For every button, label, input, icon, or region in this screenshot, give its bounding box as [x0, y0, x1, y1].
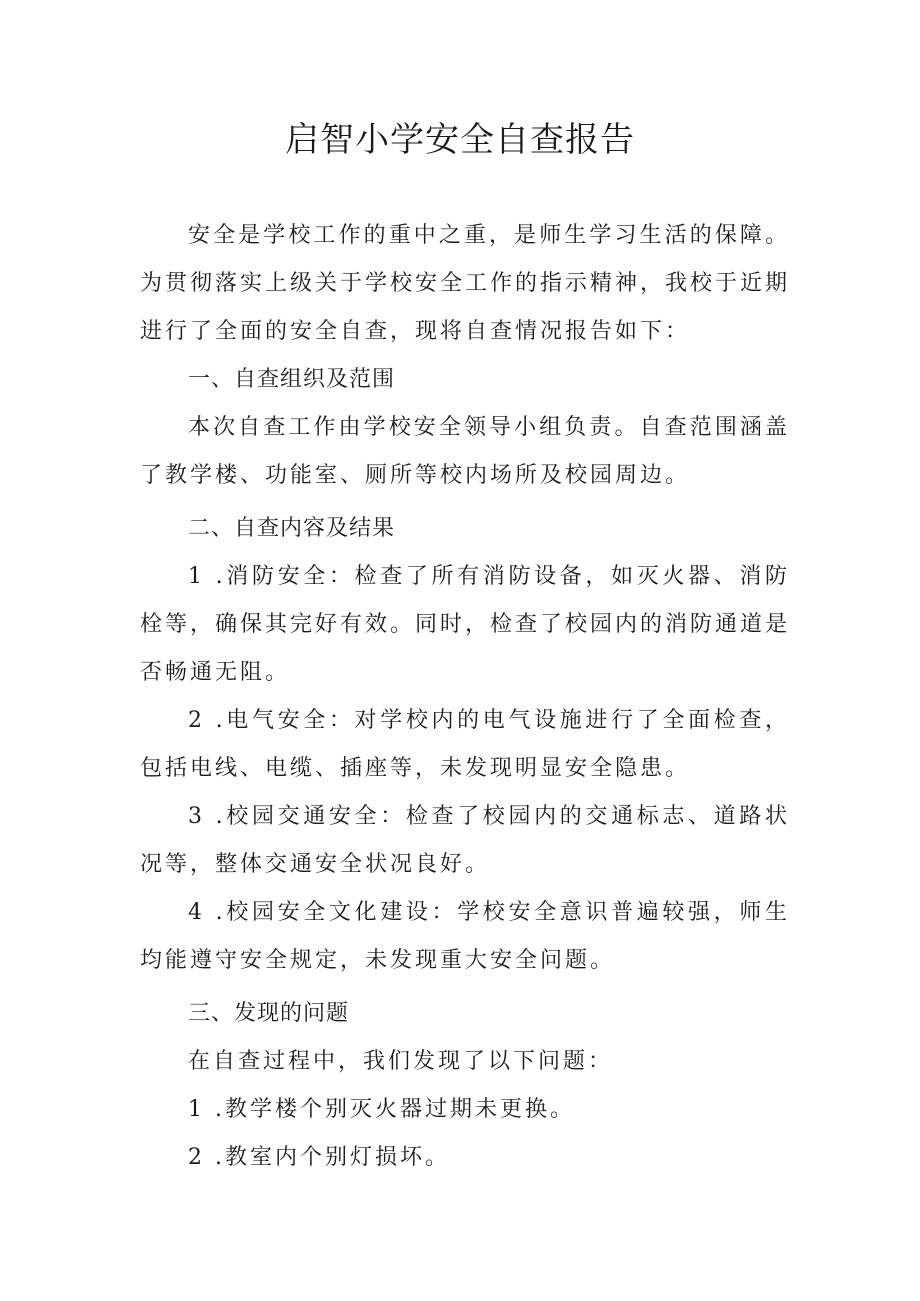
section-heading-problems: 三、发现的问题	[188, 1001, 350, 1026]
result-item-traffic-safety: 3 .校园交通安全：检查了校园内的交通标志、道路状况等，整体交通安全状况良好。	[140, 804, 790, 877]
document-title: 启智小学安全自查报告	[285, 120, 635, 160]
result-item-safety-culture: 4 .校园安全文化建设：学校安全意识普遍较强，师生均能遵守安全规定，未发现重大安全问题。	[140, 900, 790, 973]
result-item-fire-safety: 1 .消防安全：检查了所有消防设备，如灭火器、消防栓等，确保其完好有效。同时，检查了校园内的消防通道是否畅通无阻。	[140, 564, 791, 685]
intro-paragraph: 安全是学校工作的重中之重，是师生学习生活的保障。为贯彻落实上级关于学校安全工作的指示精神，我校于近期进行了全面的安全自查，现将自查情况报告如下：	[140, 223, 791, 344]
problem-item-lights: 2 .教室内个别灯损坏。	[188, 1145, 450, 1170]
section-heading-results: 二、自查内容及结果	[188, 516, 396, 541]
problem-item-extinguishers: 1 .教学楼个别灭火器过期未更换。	[188, 1097, 575, 1122]
section-heading-organization: 一、自查组织及范围	[188, 367, 396, 392]
organization-paragraph: 本次自查工作由学校安全领导小组负责。自查范围涵盖了教学楼、功能室、厕所等校内场所及校园周边。	[140, 415, 790, 488]
problems-intro: 在自查过程中，我们发现了以下问题：	[188, 1049, 614, 1074]
document-body	[140, 212, 790, 1182]
result-item-electrical-safety: 2 .电气安全：对学校内的电气设施进行了全面检查，包括电线、电缆、插座等，未发现明显安全隐患。	[140, 708, 790, 781]
